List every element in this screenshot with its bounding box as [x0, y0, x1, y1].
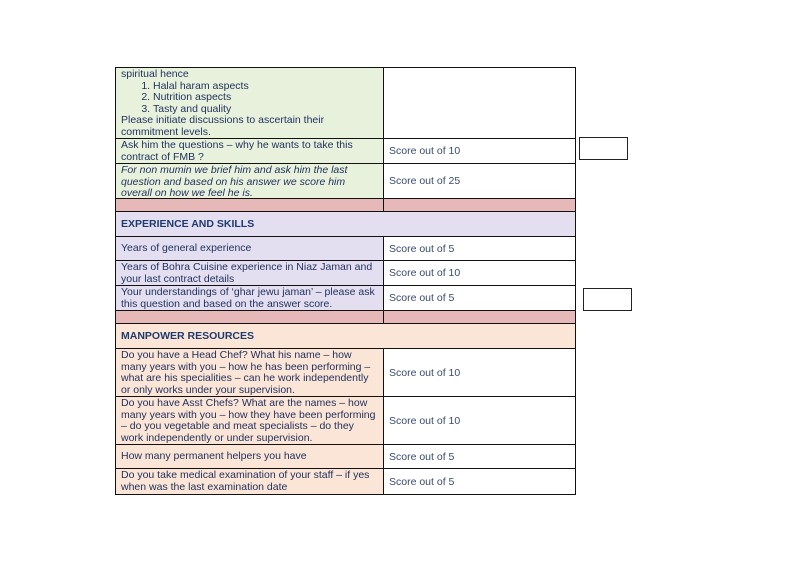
- section-header-manpower: MANPOWER RESOURCES: [116, 324, 575, 349]
- separator-cell: [384, 199, 575, 211]
- empty-score-cell: [384, 68, 575, 138]
- separator-cell: [116, 199, 384, 211]
- intro-lead: spiritual hence: [121, 68, 189, 80]
- intro-list: [121, 81, 378, 116]
- score-cell: Score out of 10: [389, 414, 461, 427]
- score-cell: Score out of 10: [389, 366, 461, 379]
- question-cell: How many permanent helpers you have: [116, 445, 384, 468]
- table-row: [116, 286, 575, 311]
- table-row: [116, 349, 575, 397]
- intro-cell: [116, 68, 384, 138]
- score-entry-box[interactable]: [579, 137, 628, 160]
- table-row: [116, 397, 575, 445]
- score-cell: Score out of 10: [389, 267, 461, 279]
- table-row: [116, 164, 575, 199]
- separator-cell: [384, 311, 575, 323]
- question-cell: Years of general experience: [116, 237, 384, 260]
- question-cell: Ask him the questions – why he wants to take this contract of FMB ?: [116, 139, 384, 163]
- question-cell: Years of Bohra Cuisine experience in Niaz Jaman and your last contract details: [116, 261, 384, 285]
- question-cell: Do you have a Head Chef? What his name – how many years with you – how he has been performing – what are his specialities – can he work independently or only works under your supervision.: [116, 349, 384, 396]
- score-entry-box[interactable]: [583, 288, 632, 311]
- separator-row: [116, 311, 575, 324]
- score-cell: Score out of 5: [389, 475, 455, 488]
- score-cell: Score out of 5: [389, 450, 455, 463]
- question-cell: Do you have Asst Chefs? What are the names – how many years with you – how they have been performing – do you vegetable and meat specialists – do they work independently or under supervision.: [116, 397, 384, 444]
- table-row: [116, 445, 575, 469]
- separator-row: [116, 199, 575, 212]
- list-item: 2. Nutrition aspects: [153, 92, 378, 104]
- scoring-table: [115, 67, 576, 495]
- section-header-experience: EXPERIENCE AND SKILLS: [116, 212, 575, 237]
- question-cell: Your understandings of ‘ghar jewu jaman’ – please ask this question and based on the answer score.: [116, 286, 384, 310]
- table-row: [116, 261, 575, 286]
- table-row: [116, 469, 575, 494]
- table-row: [116, 139, 575, 164]
- score-cell: Score out of 25: [389, 175, 461, 187]
- list-item: 3. Tasty and quality: [153, 104, 378, 116]
- score-cell: Score out of 10: [389, 145, 461, 157]
- score-cell: Score out of 5: [389, 292, 455, 304]
- separator-cell: [116, 311, 384, 323]
- score-cell: Score out of 5: [389, 242, 455, 255]
- question-cell: For non mumin we brief him and ask him the last question and based on his answer we score him overall on how we feel he is.: [116, 164, 384, 198]
- table-row: [116, 237, 575, 261]
- list-item: 1. Halal haram aspects: [153, 81, 378, 93]
- table-row: [116, 68, 575, 139]
- intro-tail: Please initiate discussions to ascertain their commitment levels.: [121, 114, 325, 138]
- question-cell: Do you take medical examination of your staff – if yes when was the last examination date: [116, 469, 384, 494]
